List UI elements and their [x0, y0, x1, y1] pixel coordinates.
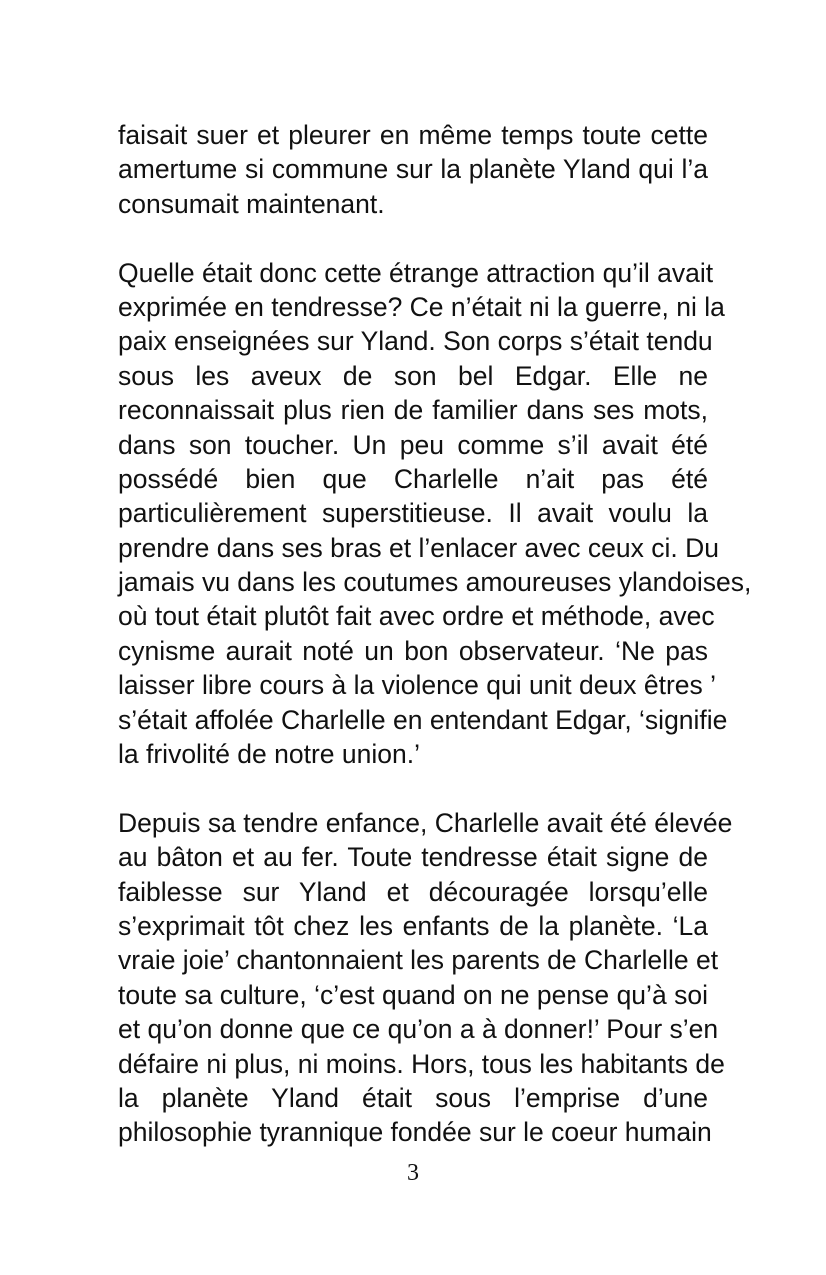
text-line: exprimée en tendresse? Ce n’était ni la guerre, ni la: [118, 291, 725, 322]
paragraph-3: [118, 806, 733, 1150]
text-line: et qu’on donne que ce qu’on a à donner!’ Pour s’en: [118, 1014, 719, 1045]
text-line: Quelle était donc cette étrange attraction qu’il avait: [118, 257, 714, 288]
text-line: consumait maintenant.: [118, 188, 385, 219]
text-line: la frivolité de notre union.’: [118, 739, 420, 770]
paragraph-1: [118, 118, 708, 221]
body-text: [118, 118, 752, 1150]
paragraph-spacer: [118, 221, 708, 255]
text-line: Depuis sa tendre enfance, Charlelle avait été élevée: [118, 807, 733, 838]
page-number: 3: [407, 1160, 419, 1186]
text-line: vraie joie’ chantonnaient les parents de Charlelle et: [118, 945, 719, 976]
text-line: où tout était plutôt fait avec ordre et méthode, avec: [118, 601, 715, 632]
text-line: dans son toucher. Un peu comme s’il avait été: [118, 429, 708, 460]
text-line: possédé bien que Charlelle n’ait pas été: [118, 463, 708, 494]
text-line: toute sa culture, ‘c’est quand on ne pense qu’à soi: [118, 979, 708, 1010]
text-line: s’était affolée Charlelle en entendant Edgar, ‘signifie: [118, 704, 728, 735]
text-line: faiblesse sur Yland et découragée lorsqu’elle: [118, 876, 708, 907]
text-line: reconnaissait plus rien de familier dans ses mots,: [118, 395, 708, 426]
text-line: cynisme aurait noté un bon observateur. ‘Ne pas: [118, 635, 708, 666]
text-line: faisait suer et pleurer en même temps toute cette: [118, 120, 708, 150]
text-line: amertume si commune sur la planète Yland qui l’a: [118, 154, 708, 185]
text-line: particulièrement superstitieuse. Il avait voulu la: [118, 498, 708, 529]
text-line: au bâton et au fer. Toute tendresse était signe de: [118, 842, 708, 873]
text-line: la planète Yland était sous l’emprise d’une: [118, 1082, 708, 1113]
text-line: jamais vu dans les coutumes amoureuses ylandoises,: [118, 567, 752, 598]
paragraph-2: [118, 256, 752, 772]
text-line: prendre dans ses bras et l’enlacer avec ceux ci. Du: [118, 532, 719, 563]
text-line: laisser libre cours à la violence qui unit deux êtres ’: [118, 670, 717, 701]
text-line: paix enseignées sur Yland. Son corps s’était tendu: [118, 326, 713, 357]
text-line: défaire ni plus, ni moins. Hors, tous les habitants de: [118, 1048, 725, 1079]
paragraph-spacer: [118, 771, 708, 805]
text-line: s’exprimait tôt chez les enfants de la planète. ‘La: [118, 910, 708, 941]
text-line: philosophie tyrannique fondée sur le coeur humain: [118, 1117, 712, 1148]
text-line: sous les aveux de son bel Edgar. Elle ne: [118, 360, 708, 391]
